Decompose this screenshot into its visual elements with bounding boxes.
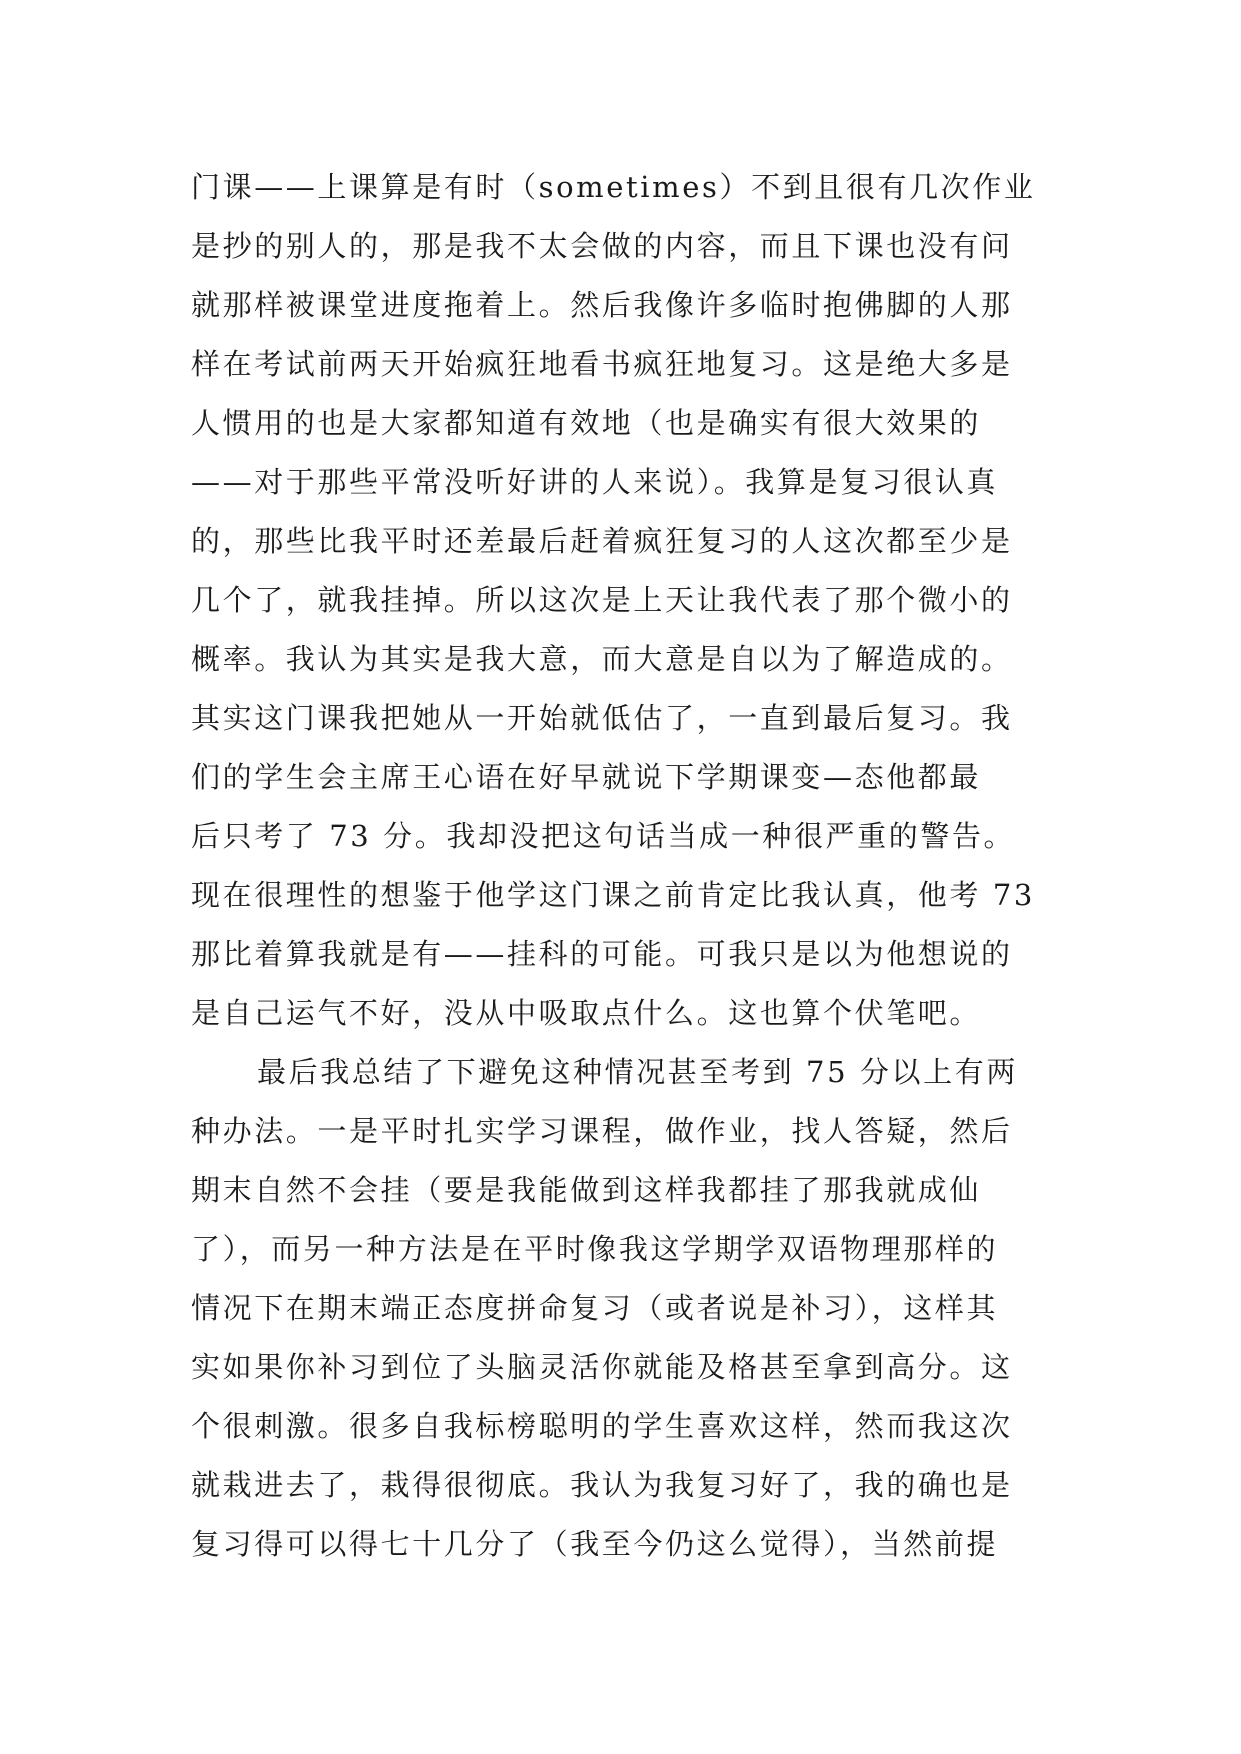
text-line: 实如果你补习到位了头脑灵活你就能及格甚至拿到高分。这	[191, 1350, 1013, 1384]
text-line: 现在很理性的想鉴于他学这门课之前肯定比我认真，他考 73	[191, 878, 1035, 912]
text-line: ——对于那些平常没听好讲的人来说）。我算是复习很认真	[191, 465, 999, 499]
text-line: 期末自然不会挂（要是我能做到这样我都挂了那我就成仙	[191, 1173, 982, 1207]
text-line: 种办法。一是平时扎实学习课程，做作业，找人答疑，然后	[191, 1114, 1013, 1148]
body-text	[191, 158, 1071, 1574]
text-line: 几个了，就我挂掉。所以这次是上天让我代表了那个微小的	[191, 583, 1013, 617]
text-line: 们的学生会主席王心语在好早就说下学期课变—态他都最	[191, 760, 982, 794]
text-line: 复习得可以得七十几分了（我至今仍这么觉得），当然前提	[191, 1527, 999, 1561]
text-line: 就那样被课堂进度拖着上。然后我像许多临时抱佛脚的人那	[191, 288, 1013, 322]
text-line: 情况下在期末端正态度拼命复习（或者说是补习），这样其	[191, 1291, 999, 1325]
text-line: 其实这门课我把她从一开始就低估了，一直到最后复习。我	[191, 701, 1013, 735]
text-line: 就栽进去了，栽得很彻底。我认为我复习好了，我的确也是	[191, 1468, 1013, 1502]
text-line: 个很刺激。很多自我标榜聪明的学生喜欢这样，然而我这次	[191, 1409, 1013, 1443]
text-line: 概率。我认为其实是我大意，而大意是自以为了解造成的。	[191, 642, 1013, 676]
text-line: 的，那些比我平时还差最后赶着疯狂复习的人这次都至少是	[191, 524, 1013, 558]
text-line: 是抄的别人的，那是我不太会做的内容，而且下课也没有问	[191, 229, 1013, 263]
text-line: 后只考了 73 分。我却没把这句话当成一种很严重的警告。	[191, 819, 1016, 853]
text-line: 了），而另一种方法是在平时像我这学期学双语物理那样的	[191, 1232, 999, 1266]
text-line: 是自己运气不好，没从中吸取点什么。这也算个伏笔吧。	[191, 996, 982, 1030]
text-line: 样在考试前两天开始疯狂地看书疯狂地复习。这是绝大多是	[191, 347, 1013, 381]
text-line: 门课——上课算是有时（sometimes）不到且很有几次作业	[191, 170, 1036, 204]
text-line: 那比着算我就是有——挂科的可能。可我只是以为他想说的	[191, 937, 1013, 971]
text-line: 最后我总结了下避免这种情况甚至考到 75 分以上有两	[257, 1055, 1018, 1089]
text-line: 人惯用的也是大家都知道有效地（也是确实有很大效果的	[191, 406, 982, 440]
